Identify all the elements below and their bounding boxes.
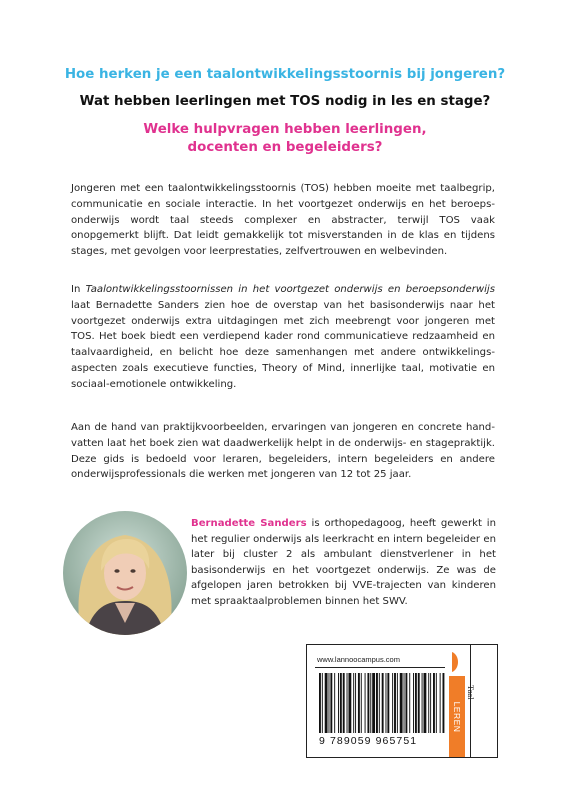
subject-label: Taal — [466, 685, 476, 700]
barcode-bar — [340, 673, 342, 733]
barcode-bar — [428, 673, 429, 733]
description-paragraph-3: Aan de hand van praktijkvoorbeelden, ervaringen van jongeren en concrete handvatten laat het boek zien wat daadwerkelijk helpt in de onderwijs- en stagepraktijk. Deze gids is bedoeld voor leraren, begeleiders, intern begeleiders en andere onderwijsprofessionals die werken met jongeren van 12 tot 25 jaar. — [71, 422, 495, 481]
barcode-bar — [347, 673, 348, 733]
author-bio — [191, 516, 496, 610]
author-name: Bernadette Sanders — [191, 518, 307, 529]
barcode-bar — [379, 673, 380, 733]
barcode-bar — [400, 673, 403, 733]
url-underline — [315, 667, 445, 668]
barcode-bar — [338, 673, 339, 733]
barcode-bar — [386, 673, 387, 733]
paragraph-2-prefix: In — [71, 284, 86, 295]
publisher-url: www.lannoocampus.com — [317, 655, 400, 664]
headline-question-3: Welke hulpvragen hebben leerlingen, docenten en begeleiders? — [143, 122, 427, 155]
barcode-bar — [343, 673, 345, 733]
barcode-bar — [409, 673, 410, 733]
barcode-bar — [430, 673, 431, 733]
headline-question-1: Hoe herken je een taalontwikkelingsstoornis bij jongeren? — [64, 67, 506, 82]
barcode-bar — [361, 673, 362, 733]
barcode-bar — [394, 673, 396, 733]
barcode-bar — [376, 673, 378, 733]
barcode-bar — [424, 673, 427, 733]
paragraph-2-rest: laat Bernadette Sanders zien hoe de overstap van het basisonderwijs naar het voortgezet onderwijs extra uitdagingen met zich meebrengt voor jongeren met TOS. Het boek biedt een verdiepend kader rond communicatieve redzaamheid en taalvaardigheid, en belicht hoe deze samenhangen met andere ontwikkelingsaspecten zoals executieve functies, Theory of Mind, innerlijke taal, motivatie en sociaal-emotionele ontwikkeling. — [71, 299, 495, 390]
barcode-bar — [382, 673, 384, 733]
category-label: LEREN — [452, 701, 462, 732]
barcode-bar — [370, 673, 371, 733]
barcode-bar — [405, 673, 407, 733]
panel-divider — [470, 645, 471, 757]
barcode-bar — [443, 673, 445, 733]
barcode-bar — [325, 673, 328, 733]
barcode-bar — [319, 673, 321, 733]
barcode-bar — [329, 673, 330, 733]
barcode-bar — [413, 673, 414, 733]
author-bio-text: is orthopedagoog, heeft gewerkt in het regulier onderwijs als leerkracht en intern begeleider en later bij cluster 2 als ambulant dienstverlener in het basisonderwijs en het voortgezet onderwijs. Ze was de afgelopen jaren betrokken bij VVE-trajecten van kinderen met spraaktaalproblemen binnen het SWV. — [191, 518, 497, 607]
barcode-bar — [440, 673, 441, 733]
description-paragraph-2 — [71, 282, 495, 393]
barcode-bar — [372, 673, 375, 733]
isbn-number: 9 789059 965751 — [319, 735, 418, 747]
barcode-bar — [433, 673, 435, 733]
book-title-italic: Taalontwikkelingsstoornissen in het voortgezet onderwijs en beroepsonderwijs — [85, 284, 495, 295]
barcode-panel — [306, 644, 498, 758]
category-tab — [449, 676, 465, 757]
isbn-barcode — [317, 673, 445, 733]
barcode-bar — [330, 673, 332, 733]
barcode-bar — [404, 673, 405, 733]
barcode-bar — [355, 673, 356, 733]
barcode-bar — [334, 673, 335, 733]
publisher-logo-icon — [451, 651, 462, 673]
barcode-bar — [387, 673, 389, 733]
barcode-bar — [367, 673, 369, 733]
barcode-bar — [392, 673, 393, 733]
barcode-bar — [365, 673, 366, 733]
description-paragraph-1: Jongeren met een taalontwikkelingsstoornis (TOS) hebben moeite met taalbegrip, communicatie en sociale interactie. In het voortgezet onderwijs en het beroepsonderwijs wordt taal steeds complexer en abstracter, terwijl TOS vaak onopgemerkt blijft. Dat leidt gemakkelijk tot misverstanden in de klas en tijdens stages, met gevolgen voor leerprestaties, zelfvertrouwen en welbevinden. — [71, 183, 495, 258]
barcode-bar — [436, 673, 437, 733]
barcode-bar — [348, 673, 351, 733]
barcode-bar — [322, 673, 323, 733]
barcode-bar — [353, 673, 354, 733]
barcode-bar — [418, 673, 420, 733]
author-photo — [63, 511, 187, 635]
barcode-bar — [415, 673, 417, 733]
barcode-bar — [422, 673, 423, 733]
headline-question-2: Wat hebben leerlingen met TOS nodig in les en stage? — [79, 94, 491, 109]
barcode-bar — [397, 673, 398, 733]
barcode-bar — [358, 673, 360, 733]
